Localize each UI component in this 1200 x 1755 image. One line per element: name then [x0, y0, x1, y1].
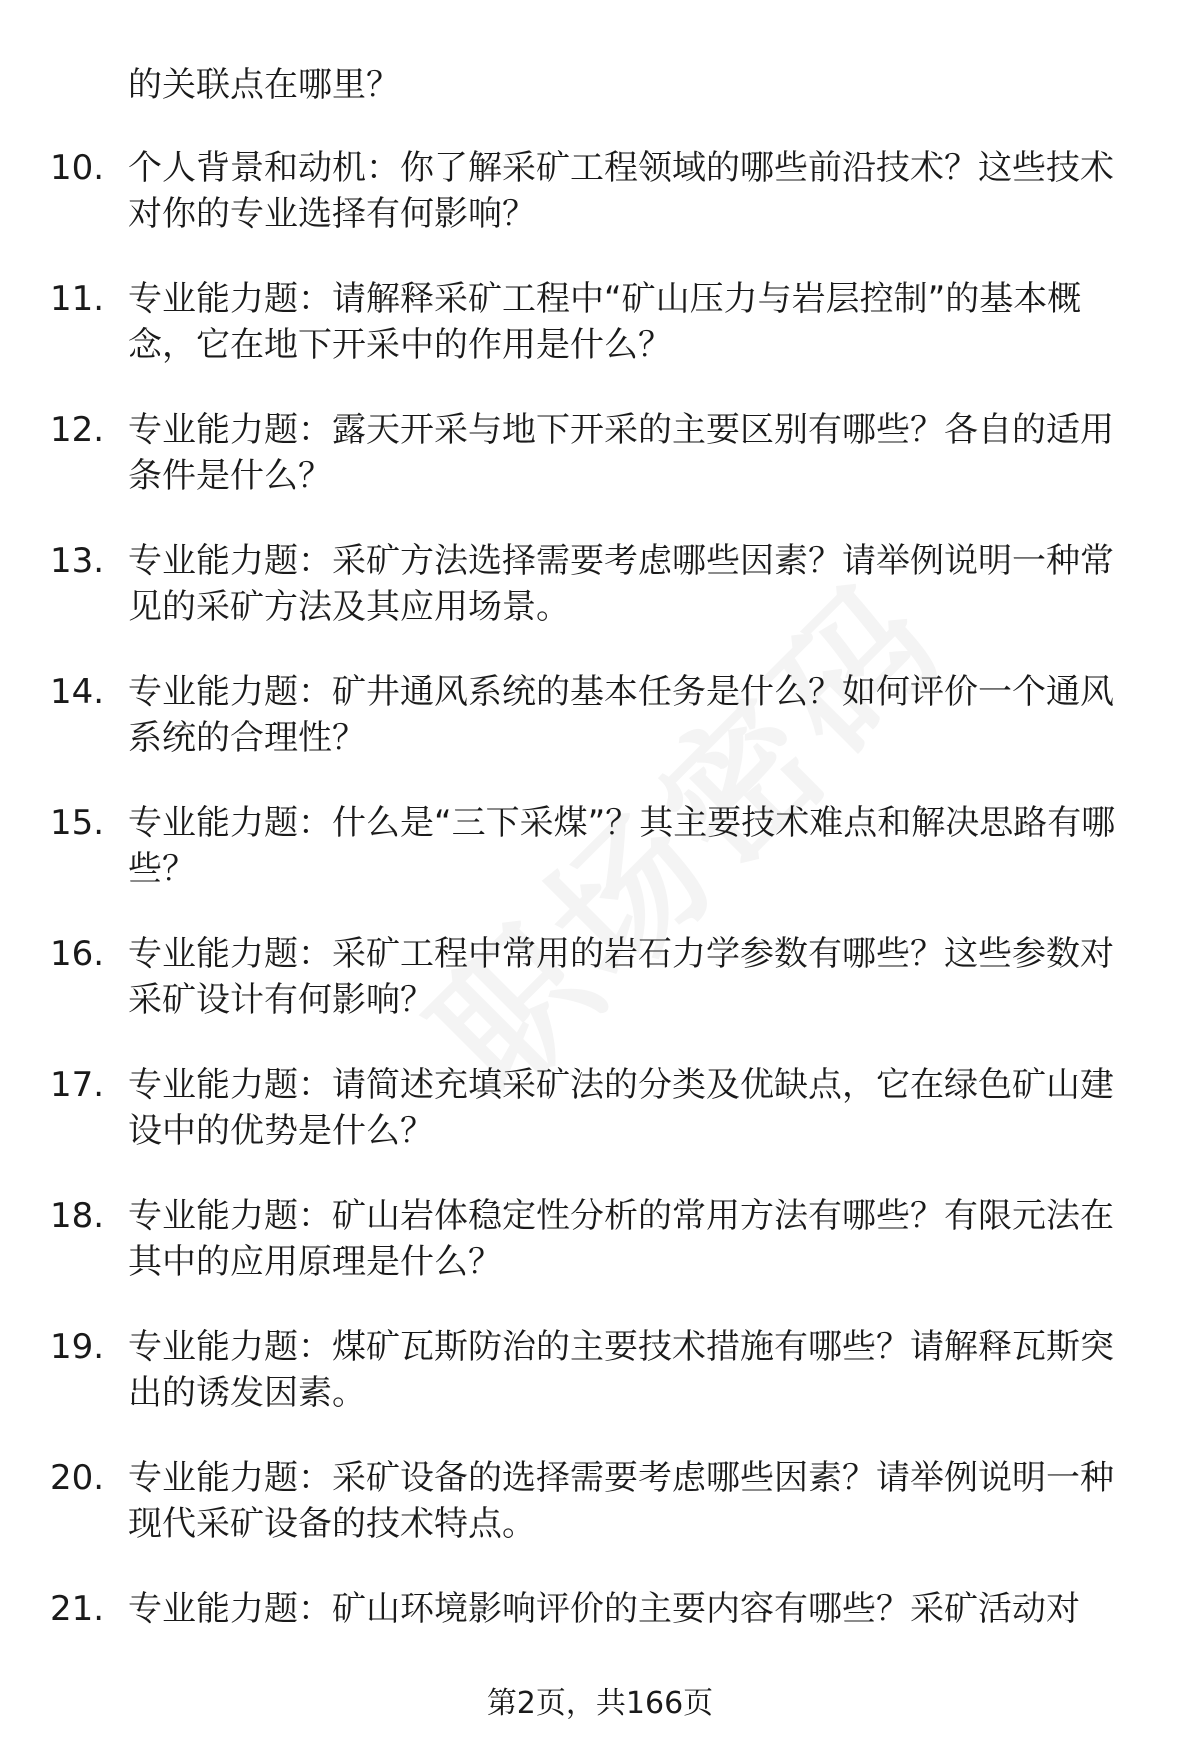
question-item [0, 800, 1200, 931]
question-text: 专业能力题：什么是“三下采煤”？其主要技术难点和解决思路有哪些？ [128, 803, 1116, 889]
question-item [0, 145, 1200, 276]
question-number: 19. [50, 1327, 105, 1367]
question-number: 12. [50, 410, 105, 450]
question-number: 20. [50, 1458, 105, 1498]
question-number: 21. [50, 1589, 105, 1629]
question-text: 专业能力题：请解释采矿工程中“矿山压力与岩层控制”的基本概念，它在地下开采中的作用是什么？ [128, 279, 1082, 365]
question-text: 专业能力题：采矿设备的选择需要考虑哪些因素？请举例说明一种现代采矿设备的技术特点。 [128, 1458, 1114, 1544]
question-text: 专业能力题：矿山岩体稳定性分析的常用方法有哪些？有限元法在其中的应用原理是什么？ [128, 1196, 1114, 1282]
question-text: 专业能力题：采矿方法选择需要考虑哪些因素？请举例说明一种常见的采矿方法及其应用场景。 [128, 541, 1114, 627]
question-number: 11. [50, 279, 105, 319]
question-number: 10. [50, 148, 105, 188]
question-item [0, 1455, 1200, 1586]
continuation-text: 的关联点在哪里？ [128, 65, 400, 105]
question-text: 专业能力题：矿山环境影响评价的主要内容有哪些？采矿活动对 [128, 1589, 1080, 1629]
question-item [0, 931, 1200, 1062]
question-text: 专业能力题：请简述充填采矿法的分类及优缺点，它在绿色矿山建设中的优势是什么？ [128, 1065, 1114, 1151]
question-number: 13. [50, 541, 105, 581]
question-number: 15. [50, 803, 105, 843]
question-text: 专业能力题：煤矿瓦斯防治的主要技术措施有哪些？请解释瓦斯突出的诱发因素。 [128, 1327, 1114, 1413]
question-item [0, 1324, 1200, 1455]
question-item [0, 1062, 1200, 1193]
question-text: 个人背景和动机：你了解采矿工程领域的哪些前沿技术？这些技术对你的专业选择有何影响？ [128, 148, 1114, 234]
question-number: 17. [50, 1065, 105, 1105]
question-item [0, 407, 1200, 538]
question-item [0, 1193, 1200, 1324]
question-list [0, 145, 1200, 1717]
question-number: 18. [50, 1196, 105, 1236]
question-item [0, 538, 1200, 669]
page-footer: 第2页，共166页 [486, 1686, 714, 1721]
question-text: 专业能力题：矿井通风系统的基本任务是什么？如何评价一个通风系统的合理性？ [128, 672, 1114, 758]
question-number: 16. [50, 934, 105, 974]
question-text: 专业能力题：露天开采与地下开采的主要区别有哪些？各自的适用条件是什么？ [128, 410, 1114, 496]
question-number: 14. [50, 672, 105, 712]
question-item [0, 276, 1200, 407]
question-text: 专业能力题：采矿工程中常用的岩石力学参数有哪些？这些参数对采矿设计有何影响？ [128, 934, 1114, 1020]
question-item [0, 669, 1200, 800]
